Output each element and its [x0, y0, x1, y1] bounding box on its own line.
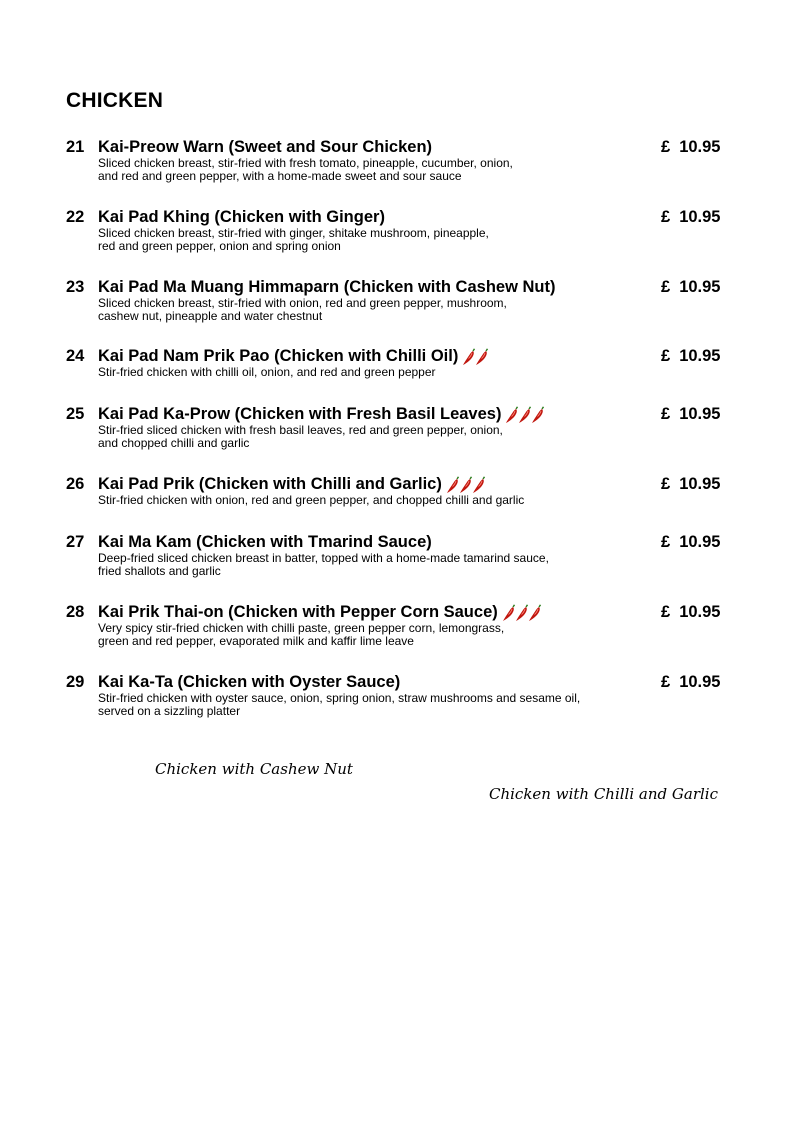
description-line: Deep-fried sliced chicken breast in batter, topped with a home-made tamarind sauce, — [98, 551, 549, 565]
item-price — [661, 405, 720, 424]
item-name — [98, 673, 400, 692]
item-description — [98, 297, 643, 322]
item-price — [661, 138, 720, 157]
item-name-text: Kai Prik Thai-on (Chicken with Pepper Corn Sauce) — [98, 603, 498, 621]
spice-level — [446, 476, 485, 494]
price-amount: 10.95 — [679, 603, 721, 621]
item-number: 26 — [66, 475, 85, 493]
description-line: red and green pepper, onion and spring onion — [98, 238, 341, 253]
item-description — [98, 552, 643, 577]
description-line: served on a sizzling platter — [98, 703, 241, 718]
section-title: CHICKEN — [66, 89, 164, 112]
chilli-icon — [505, 406, 519, 424]
item-price — [661, 347, 720, 366]
spice-level — [502, 604, 541, 622]
currency-symbol: £ — [661, 533, 671, 551]
item-price — [661, 673, 720, 692]
item-name-text: Kai-Preow Warn (Sweet and Sour Chicken) — [98, 138, 433, 156]
description-line: cashew nut, pineapple and water chestnut — [98, 308, 323, 323]
chilli-icon — [528, 604, 542, 622]
item-description — [98, 227, 643, 252]
description-line: Sliced chicken breast, stir-fried with ginger, shitake mushroom, pineapple, — [98, 226, 489, 240]
chilli-icon — [502, 604, 516, 622]
item-description — [98, 366, 643, 379]
item-name — [98, 405, 544, 424]
currency-symbol: £ — [661, 138, 671, 156]
description-line: Stir-fried chicken with chilli oil, onion, and red and green pepper — [98, 365, 436, 379]
item-number: 24 — [66, 347, 85, 365]
currency-symbol: £ — [661, 475, 671, 493]
description-line: green and red pepper, evaporated milk and kaffir lime leave — [98, 633, 414, 648]
item-price — [661, 208, 720, 227]
item-name-text: Kai Ma Kam (Chicken with Tmarind Sauce) — [98, 533, 432, 551]
description-line: and chopped chilli and garlic — [98, 435, 250, 450]
item-number: 29 — [66, 673, 85, 691]
currency-symbol: £ — [661, 603, 671, 621]
item-description — [98, 424, 643, 449]
chilli-icon — [475, 348, 489, 366]
caption-cashew-nut: Chicken with Cashew Nut — [155, 760, 353, 778]
item-description — [98, 494, 643, 507]
item-name-text: Kai Pad Nam Prik Pao (Chicken with Chilli Oil) — [98, 347, 459, 365]
item-description — [98, 622, 643, 647]
spice-level — [462, 348, 488, 366]
item-price — [661, 533, 720, 552]
item-description — [98, 692, 643, 717]
spice-level — [505, 406, 544, 424]
description-line: Stir-fried chicken with onion, red and green pepper, and chopped chilli and garlic — [98, 493, 525, 507]
currency-symbol: £ — [661, 673, 671, 691]
item-name-text: Kai Pad Prik (Chicken with Chilli and Garlic) — [98, 475, 442, 493]
price-amount: 10.95 — [679, 475, 721, 493]
chilli-icon — [472, 476, 486, 494]
item-price — [661, 603, 720, 622]
item-number: 22 — [66, 208, 85, 226]
item-number: 28 — [66, 603, 85, 621]
chilli-icon — [446, 476, 460, 494]
chilli-icon — [462, 348, 476, 366]
currency-symbol: £ — [661, 278, 671, 296]
item-price — [661, 475, 720, 494]
description-line: Sliced chicken breast, stir-fried with onion, red and green pepper, mushroom, — [98, 296, 507, 310]
price-amount: 10.95 — [679, 673, 721, 691]
currency-symbol: £ — [661, 208, 671, 226]
price-amount: 10.95 — [679, 278, 721, 296]
description-line: Very spicy stir-fried chicken with chilli paste, green pepper corn, lemongrass, — [98, 621, 505, 635]
description-line: Stir-fried chicken with oyster sauce, onion, spring onion, straw mushrooms and sesame oil, — [98, 691, 581, 705]
item-name-text: Kai Pad Ka-Prow (Chicken with Fresh Basil Leaves) — [98, 405, 502, 423]
item-number: 27 — [66, 533, 85, 551]
item-number: 23 — [66, 278, 85, 296]
description-line: and red and green pepper, with a home-made sweet and sour sauce — [98, 168, 462, 183]
item-name-text: Kai Pad Ma Muang Himmaparn (Chicken with Cashew Nut) — [98, 278, 556, 296]
price-amount: 10.95 — [679, 208, 721, 226]
item-name — [98, 208, 385, 227]
item-price — [661, 278, 720, 297]
item-name — [98, 533, 432, 552]
currency-symbol: £ — [661, 347, 671, 365]
description-line: fried shallots and garlic — [98, 563, 221, 578]
item-name — [98, 138, 432, 157]
description-line: Sliced chicken breast, stir-fried with fresh tomato, pineapple, cucumber, onion, — [98, 156, 513, 170]
description-line: Stir-fried sliced chicken with fresh basil leaves, red and green pepper, onion, — [98, 423, 503, 437]
currency-symbol: £ — [661, 405, 671, 423]
price-amount: 10.95 — [679, 347, 721, 365]
item-number: 21 — [66, 138, 85, 156]
chilli-icon — [515, 604, 529, 622]
chilli-icon — [459, 476, 473, 494]
item-name — [98, 278, 555, 297]
chilli-icon — [531, 406, 545, 424]
price-amount: 10.95 — [679, 138, 721, 156]
item-name — [98, 475, 485, 494]
price-amount: 10.95 — [679, 533, 721, 551]
price-amount: 10.95 — [679, 405, 721, 423]
item-name-text: Kai Ka-Ta (Chicken with Oyster Sauce) — [98, 673, 401, 691]
item-name-text: Kai Pad Khing (Chicken with Ginger) — [98, 208, 385, 226]
item-name — [98, 603, 541, 622]
caption-chilli-garlic: Chicken with Chilli and Garlic — [489, 785, 718, 803]
item-name — [98, 347, 488, 366]
chilli-icon — [518, 406, 532, 424]
item-number: 25 — [66, 405, 85, 423]
item-description — [98, 157, 643, 182]
